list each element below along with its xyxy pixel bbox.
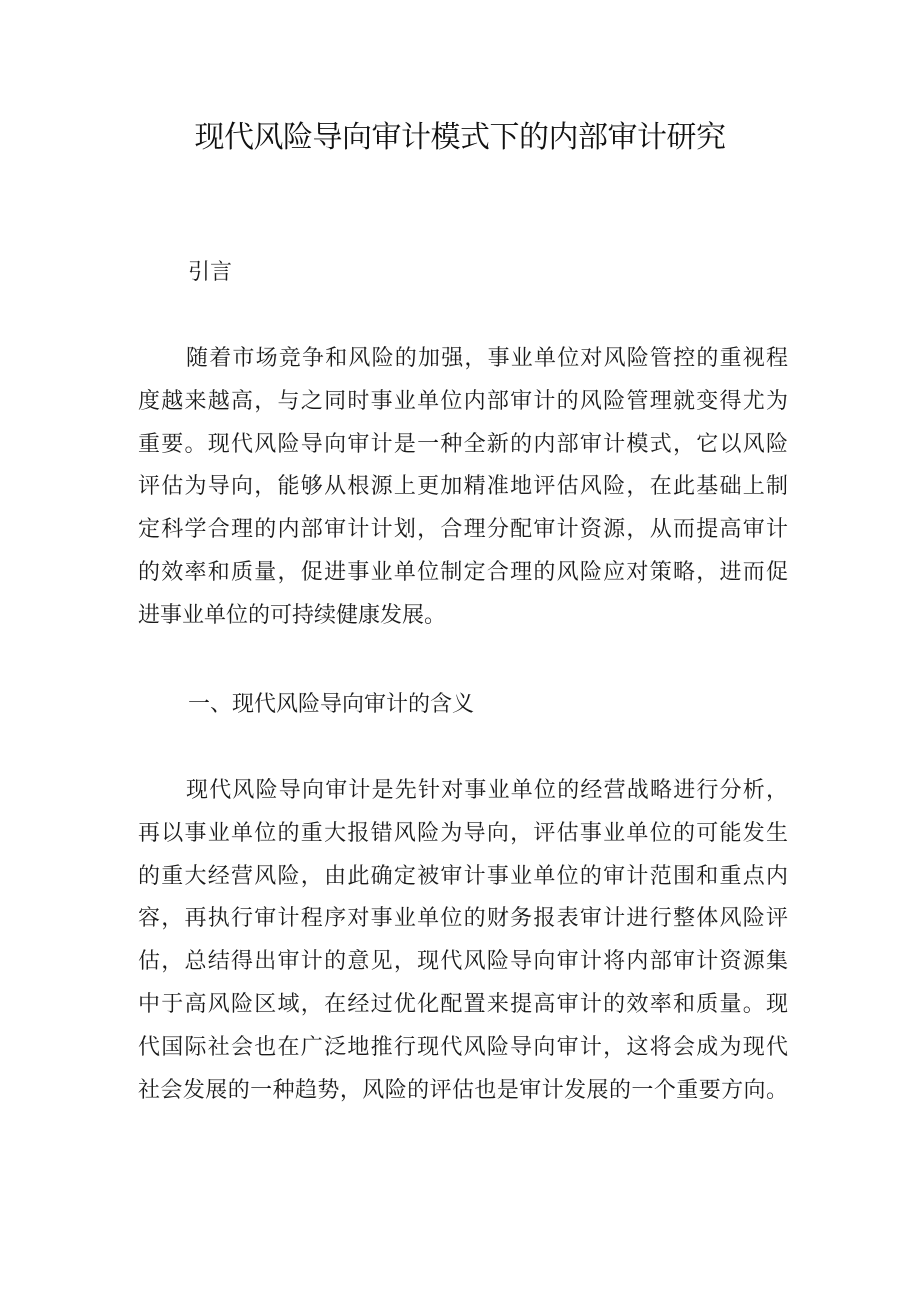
- document-title: 现代风险导向审计模式下的内部审计研究: [194, 120, 726, 155]
- paragraph-line: 社会发展的一种趋势，风险的评估也是审计发展的一个重要方向。: [138, 1077, 788, 1103]
- paragraph-line: 再以事业单位的重大报错风险为导向，评估事业单位的可能发生: [138, 820, 788, 846]
- paragraph-line: 现代风险导向审计是先针对事业单位的经营战略进行分析，: [186, 778, 788, 803]
- paragraph-line: 进事业单位的可持续健康发展。: [138, 602, 447, 628]
- paragraph-line: 随着市场竞争和风险的加强，事业单位对风险管控的重视程: [186, 346, 788, 371]
- paragraph-line: 中于高风险区域，在经过优化配置来提高审计的效率和质量。现: [138, 991, 788, 1017]
- paragraph-line: 的重大经营风险，由此确定被审计事业单位的审计范围和重点内: [138, 863, 788, 889]
- paragraph-line: 估，总结得出审计的意见，现代风险导向审计将内部审计资源集: [138, 949, 788, 975]
- section-heading-introduction: 引言: [188, 260, 233, 285]
- paragraph-line: 容，再执行审计程序对事业单位的财务报表审计进行整体风险评: [138, 906, 788, 932]
- paragraph-line: 定科学合理的内部审计计划，合理分配审计资源，从而提高审计: [138, 517, 788, 543]
- paragraph-line: 度越来越高，与之同时事业单位内部审计的风险管理就变得尤为: [138, 388, 788, 414]
- definition-paragraph: [138, 770, 788, 1112]
- introduction-paragraph: [138, 338, 788, 638]
- paragraph-line: 的效率和质量，促进事业单位制定合理的风险应对策略，进而促: [138, 559, 788, 585]
- paragraph-line: 重要。现代风险导向审计是一种全新的内部审计模式，它以风险: [138, 431, 788, 457]
- section-heading-definition: 一、现代风险导向审计的含义: [188, 692, 475, 717]
- paragraph-line: 代国际社会也在广泛地推行现代风险导向审计，这将会成为现代: [138, 1034, 788, 1060]
- paragraph-line: 评估为导向，能够从根源上更加精准地评估风险，在此基础上制: [138, 474, 788, 500]
